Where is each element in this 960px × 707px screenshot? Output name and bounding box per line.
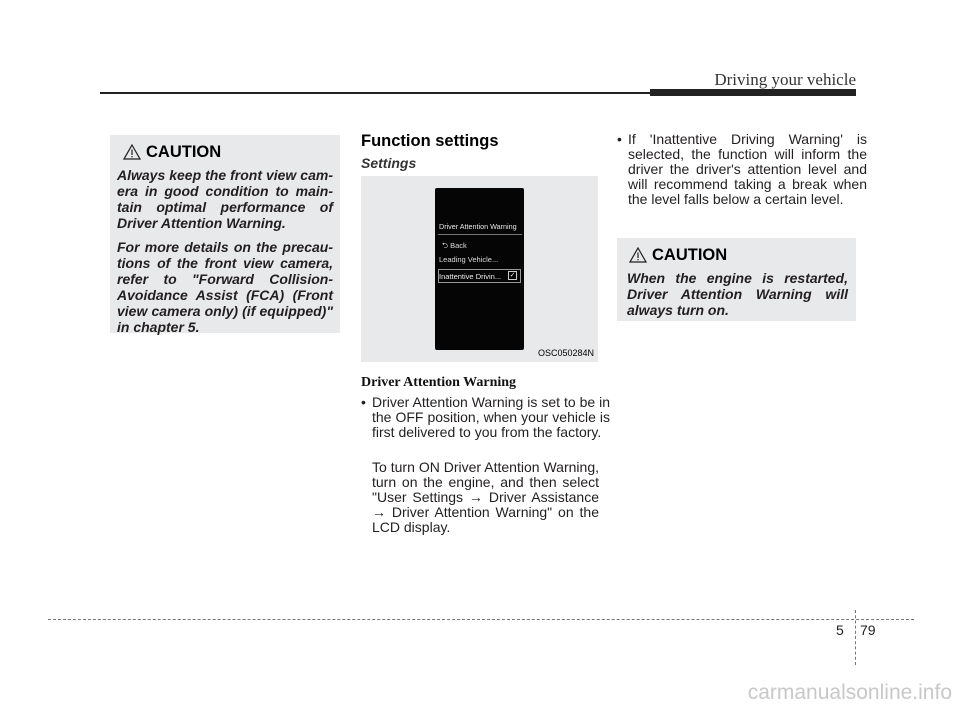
caution-paragraph: When the engine is restarted, Driver Attention Warning will always turn on. bbox=[627, 270, 848, 318]
bullet-paragraph bbox=[617, 132, 867, 207]
warning-triangle-icon bbox=[123, 144, 141, 160]
header-rule-accent bbox=[650, 89, 856, 96]
caution-heading bbox=[123, 141, 333, 163]
lcd-display bbox=[435, 188, 524, 350]
footer-divider bbox=[855, 610, 856, 665]
running-header-title: Driving your vehicle bbox=[714, 70, 856, 89]
section-title: Function settings bbox=[361, 132, 499, 150]
lcd-menu-item: Leading Vehicle... bbox=[439, 255, 499, 264]
lcd-settings-figure bbox=[361, 176, 598, 362]
lcd-back-label: Back bbox=[450, 241, 467, 250]
watermark: carmanualsonline.info bbox=[747, 681, 952, 704]
bullet-paragraph bbox=[361, 395, 610, 440]
paragraph-text: If 'Inattentive Driving Warning' is selected, the function will inform the driver the driver's attention level and will recommend taking a break when the level falls below a certain level. bbox=[628, 131, 867, 207]
subsection-title: Settings bbox=[361, 155, 417, 171]
paragraph-text: Driver Attention Warning is set to be in the OFF position, when your vehicle is first delivered to you from the factory. bbox=[372, 394, 610, 440]
bullet-dot: • bbox=[361, 394, 366, 410]
warning-triangle-icon bbox=[629, 247, 647, 263]
page-number: 79 bbox=[860, 622, 876, 638]
lcd-menu-title: Driver Attention Warning bbox=[439, 222, 517, 231]
checkbox-icon: ✓ bbox=[509, 272, 516, 279]
subheading-driver-attention-warning: Driver Attention Warning bbox=[361, 375, 517, 390]
caution-paragraph: For more details on the precau- tions of the front view camera, refer to "Forward Collision- Avoidance Assist (FCA) (Front view camera only) (if equipped)" in chapter 5. bbox=[117, 239, 333, 335]
caution-box-restart bbox=[617, 238, 856, 321]
lcd-menu-item: Inattentive Drivin... bbox=[439, 272, 502, 281]
paragraph-text: To turn ON Driver Attention Warning, turn on the engine, and then select "User Settings → Driver Assistance → Driver Attention Warning" on the LCD display. bbox=[372, 459, 599, 535]
caution-heading bbox=[629, 244, 848, 266]
back-arrow-icon: ⮌ bbox=[442, 241, 449, 250]
lcd-back-item bbox=[442, 240, 467, 253]
caution-box-front-camera bbox=[110, 135, 340, 333]
lcd-divider bbox=[438, 234, 522, 235]
figure-code: OSC050284N bbox=[537, 348, 594, 358]
caution-label: CAUTION bbox=[146, 142, 222, 161]
chapter-number: 5 bbox=[836, 622, 844, 638]
caution-paragraph: Always keep the front view cam- era in good condition to main- tain optimal performance of Driver Attention Warning. bbox=[117, 167, 333, 231]
caution-label: CAUTION bbox=[652, 245, 728, 264]
bullet-dot: • bbox=[617, 131, 622, 147]
footer-rule bbox=[48, 619, 914, 620]
